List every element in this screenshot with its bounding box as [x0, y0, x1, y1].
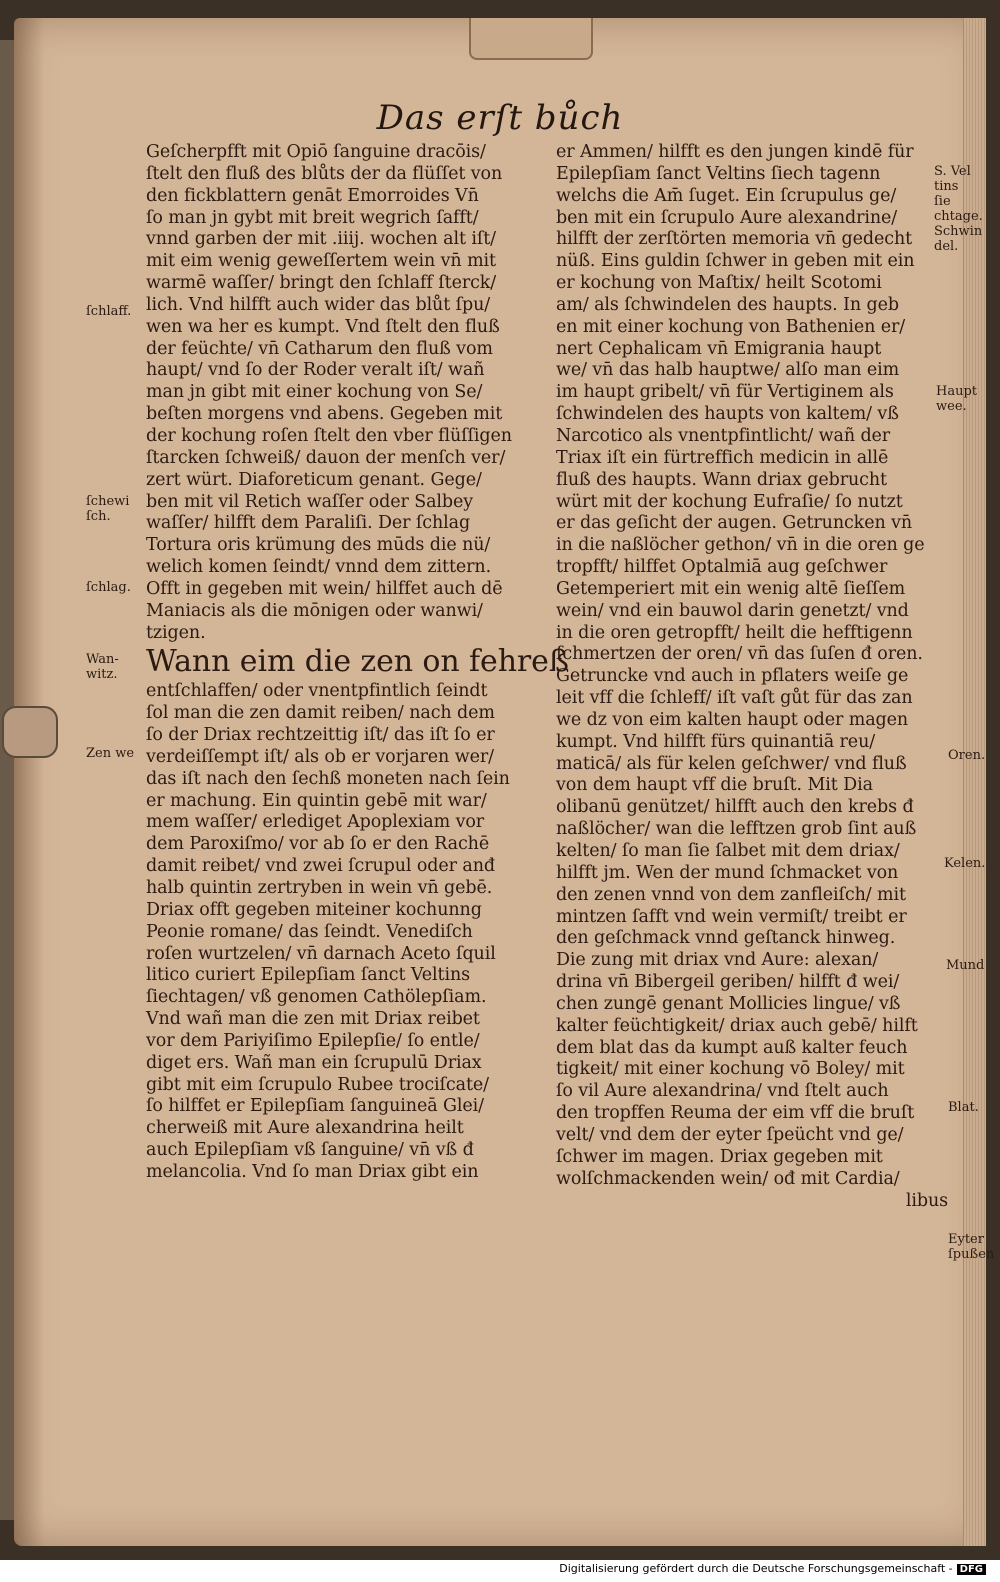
text-line: am/ als ſchwindelen des haupts. In geb: [556, 294, 899, 315]
text-line: ſo vil Aure alexandrina/ vnd ſtelt auch: [556, 1081, 889, 1102]
text-line: ſtelt den fluß des blůts der da flüſſet von: [146, 163, 503, 184]
text-line: in die naßlöcher gethon/ vn̄ in die oren ge: [556, 535, 925, 556]
text-line: we/ vn̄ das halb hauptwe/ alſo man eim: [556, 360, 900, 381]
text-line: den fickblattern genāt Emorroides Vn̄: [146, 185, 479, 206]
text-line: kalter feüchtigkeit/ driax auch gebē/ hilft: [556, 1015, 918, 1036]
text-line: tigkeit/ mit einer kochung vō Boley/ mit: [556, 1059, 905, 1080]
text-line: beſten morgens vnd abens. Gegeben mit: [146, 404, 503, 425]
text-line: ſiechtagen/ vß genomen Cathölepſiam.: [146, 987, 487, 1008]
text-line: Narcotico als vnentpfintlicht/ wañ der: [556, 425, 891, 446]
text-line: Epilepſiam ſanct Veltins ſiech tagenn: [556, 163, 881, 184]
margin-note-hauptwe: Haupt wee.: [936, 384, 978, 414]
text-line: Getruncke vnd auch in pflaters weiſe ge: [556, 666, 909, 687]
text-line: kelten/ ſo man ſie ſalbet mit dem driax/: [556, 841, 900, 861]
text-line: mit eim wenig geweſſertem wein vn̄ mit: [146, 251, 496, 272]
margin-note-schlaff: ſchlaff.: [86, 304, 132, 319]
text-line: ſo der Driax rechtzeittig iſt/ das iſt ſo er: [146, 725, 495, 746]
margin-note-eyter: Eyter ſpußen: [948, 1232, 995, 1262]
text-line: diget ers. Wañ man ein ſcrupulū Driax: [146, 1052, 482, 1073]
text-line: er machung. Ein quintin gebē mit war/: [146, 790, 487, 811]
text-line: libus: [905, 1190, 948, 1211]
credit-text: Digitalisierung gefördert durch die Deutsche Forschungsgemeinschaft -: [559, 1562, 953, 1575]
text-line: welchs die Am̄ ſuget. Ein ſcrupulus ge/: [556, 185, 897, 206]
margin-note-schewisch: ſchewi ſch.: [86, 494, 130, 524]
text-line: Peonie romane/ das ſeindt. Venediſch: [146, 921, 473, 942]
text-line: vnnd garben der mit .iiij. wochen alt iſt/: [146, 229, 496, 250]
text-line: warmē waſſer/ bringt den ſchlaff ſterck/: [146, 273, 497, 294]
text-line: in die oren getropfft/ heilt die hefftigenn: [556, 622, 913, 643]
text-line: Maniacis als die mōnigen oder wanwi/: [146, 600, 483, 621]
margin-note-sveltin: S. Vel tins ſie chtage. Schwin del.: [934, 164, 983, 254]
text-line: hilfft der zerſtörten memoria vn̄ gedecht: [556, 229, 913, 250]
text-line: Driax offt gegeben miteiner kochunng: [146, 899, 482, 920]
text-line: Getemperiert mit ein wenig altē ſieſſem: [556, 578, 906, 599]
text-line: wen wa her es kumpt. Vnd ſtelt den fluß: [146, 316, 500, 337]
digitization-credit: [559, 1562, 986, 1575]
text-line: er Ammen/ hilfft es den jungen kindē für: [556, 142, 914, 162]
text-line: vor dem Pariyiſimo Epilepſie/ ſo entle/: [146, 1030, 480, 1051]
text-line: Geſcherpfft mit Opiō ſanguine dracōis/: [146, 142, 486, 162]
text-line: den tropffen Reuma der eim vff die bruſt: [556, 1103, 915, 1124]
margin-note-blat: Blat.: [948, 1100, 979, 1115]
text-line: das iſt nach den ſechß moneten nach ſein: [146, 768, 510, 789]
text-line: er kochung von Maſtix/ heilt Scotomi: [556, 273, 882, 294]
page-title: Das erſt bůch: [376, 98, 624, 138]
text-line: Wann eim die zen on fehreß: [146, 644, 569, 680]
text-line: halb quintin zertryben in wein vn̄ gebē.: [146, 878, 493, 898]
book-board: [0, 40, 14, 1520]
margin-note-mund: Mund: [946, 958, 985, 973]
text-line: Die zung mit driax vnd Aure: alexan/: [556, 950, 879, 971]
text-line: Offt in gegeben mit wein/ hilffet auch dē: [146, 578, 503, 599]
text-line: ſchwindelen des haupts von kaltem/ vß: [556, 404, 899, 425]
text-line: ſchmertzen der oren/ vn̄ das ſuſen đ oren.: [556, 644, 923, 665]
text-line: ben mit vil Retich waſſer oder Salbey: [146, 491, 474, 512]
text-line: Triax iſt ein fürtreffich medicin in allē: [556, 447, 889, 468]
text-line: gibt mit eim ſcrupulo Rubee trociſcate/: [146, 1074, 489, 1095]
text-line: der kochung roſen ſtelt den vber flüſſigen: [146, 425, 512, 446]
text-line: we dz von eim kalten haupt oder magen: [556, 709, 909, 730]
text-line: naßlöcher/ wan die lefftzen grob ſint auß: [556, 819, 917, 840]
text-line: man jn gibt mit einer kochung von Se/: [146, 382, 483, 403]
text-line: dem blat das da kumpt auß kalter feuch: [556, 1037, 908, 1058]
text-line: ſol man die zen damit reiben/ nach dem: [146, 703, 495, 724]
text-line: tzigen.: [146, 622, 206, 643]
text-line: tropfft/ hilffet Optalmiā aug geſchwer: [556, 557, 888, 578]
text-line: Tortura oris krümung des mūds die nü/: [146, 535, 491, 556]
text-line: entſchlaffen/ oder vnentpfintlich ſeindt: [146, 681, 488, 702]
text-line: ben mit ein ſcrupulo Aure alexandrine/: [556, 207, 898, 228]
text-line: den zenen vnnd von dem zanfleiſch/ mit: [556, 884, 906, 905]
book-clasp: [2, 706, 58, 758]
dfg-logo: DFG: [957, 1564, 986, 1575]
page-tab: [469, 18, 593, 60]
text-line: hilfft jm. Wen der mund ſchmacket von: [556, 862, 899, 883]
text-line: Vnd wañ man die zen mit Driax reibet: [146, 1009, 480, 1030]
text-line: kumpt. Vnd hilfft fürs quinantiā reu/: [556, 731, 876, 752]
text-line: dem Paroxiſmo/ vor ab ſo er den Rachē: [146, 834, 490, 855]
page-gutter-shadow: [14, 18, 44, 1546]
text-line: den geſchmack vnnd geſtanck hinweg.: [556, 928, 896, 949]
text-line: von dem haupt vff die bruſt. Mit Dia: [556, 775, 873, 796]
text-line: waſſer/ hilfft dem Paraliſi. Der ſchlag: [146, 513, 471, 534]
text-line: cherweiß mit Aure alexandrina heilt: [146, 1118, 464, 1139]
margin-note-zenwe: Zen we: [86, 746, 135, 761]
margin-note-oren: Oren.: [948, 748, 986, 763]
text-line: maticā/ als für kelen geſchwer/ vnd fluß: [556, 753, 907, 774]
text-line: im haupt gribelt/ vn̄ für Vertiginem als: [556, 382, 894, 403]
text-line: auch Epilepſiam vß ſanguine/ vn̄ vß đ: [146, 1140, 474, 1161]
margin-note-kelen: Kelen.: [944, 856, 986, 871]
text-line: chen zungē genant Mollicies lingue/ vß: [556, 993, 901, 1014]
text-line: wein/ vnd ein bauwol darin genetzt/ vnd: [556, 600, 909, 621]
text-line: roſen wurtzelen/ vn̄ darnach Aceto ſquil: [146, 943, 496, 964]
margin-note-wanwitz: Wan-witz.: [86, 652, 119, 682]
text-line: drina vn̄ Bibergeil geriben/ hilfft đ wei/: [556, 972, 900, 993]
text-line: ſo hilffet er Epilepſiam ſanguineā Glei/: [146, 1096, 484, 1117]
text-line: verdeiſſempt iſt/ als ob er vorjaren wer/: [146, 746, 494, 767]
text-line: litico curiert Epilepſiam ſanct Veltins: [146, 965, 471, 986]
text-line: velt/ vnd dem der eyter ſpeücht vnd ge/: [556, 1124, 904, 1145]
right-text-column: [556, 142, 948, 1212]
text-line: nert Cephalicam vn̄ Emigrania haupt: [556, 338, 882, 359]
text-line: mem waſſer/ erlediget Apoplexiam vor: [146, 812, 485, 833]
text-line: ſchwer im magen. Driax gegeben mit: [556, 1146, 883, 1167]
text-line: welich komen ſeindt/ vnnd dem zittern.: [146, 557, 492, 578]
text-line: olibanū genützet/ hilfft auch den krebs đ: [556, 797, 914, 818]
text-line: haupt/ vnd ſo der Roder veralt iſt/ wañ: [146, 360, 485, 381]
left-text-column: [146, 142, 569, 1184]
text-line: en mit einer kochung von Bathenien er/: [556, 316, 906, 337]
text-line: ſtarcken ſchweiß/ dauon der menſch ver/: [146, 447, 506, 468]
text-line: er das geſicht der augen. Getruncken vn̄: [556, 513, 913, 534]
text-line: zert würt. Diaforeticum genant. Gege/: [146, 469, 482, 490]
text-line: würt mit der kochung Eufraſie/ ſo nutzt: [556, 491, 903, 512]
text-line: wolſchmackenden wein/ ođ mit Cardia/: [556, 1168, 900, 1189]
margin-note-schlag: ſchlag.: [86, 580, 131, 595]
text-line: lich. Vnd hilfft auch wider das blůt ſpu/: [146, 294, 491, 315]
text-line: nüß. Eins guldin ſchwer in geben mit ein: [556, 251, 915, 272]
text-line: fluß des haupts. Wann driax gebrucht: [556, 469, 887, 490]
text-line: leit vff die ſchleff/ iſt vaſt gůt für das zan: [556, 688, 913, 709]
text-line: der feüchte/ vn̄ Catharum den fluß vom: [146, 338, 493, 359]
text-line: melancolia. Vnd ſo man Driax gibt ein: [146, 1161, 479, 1182]
text-line: mintzen ſafft vnd wein vermiſt/ treibt er: [556, 906, 907, 927]
text-line: ſo man jn gybt mit breit wegrich ſafft/: [146, 207, 479, 228]
text-line: damit reibet/ vnd zwei ſcrupul oder anđ: [146, 856, 496, 877]
